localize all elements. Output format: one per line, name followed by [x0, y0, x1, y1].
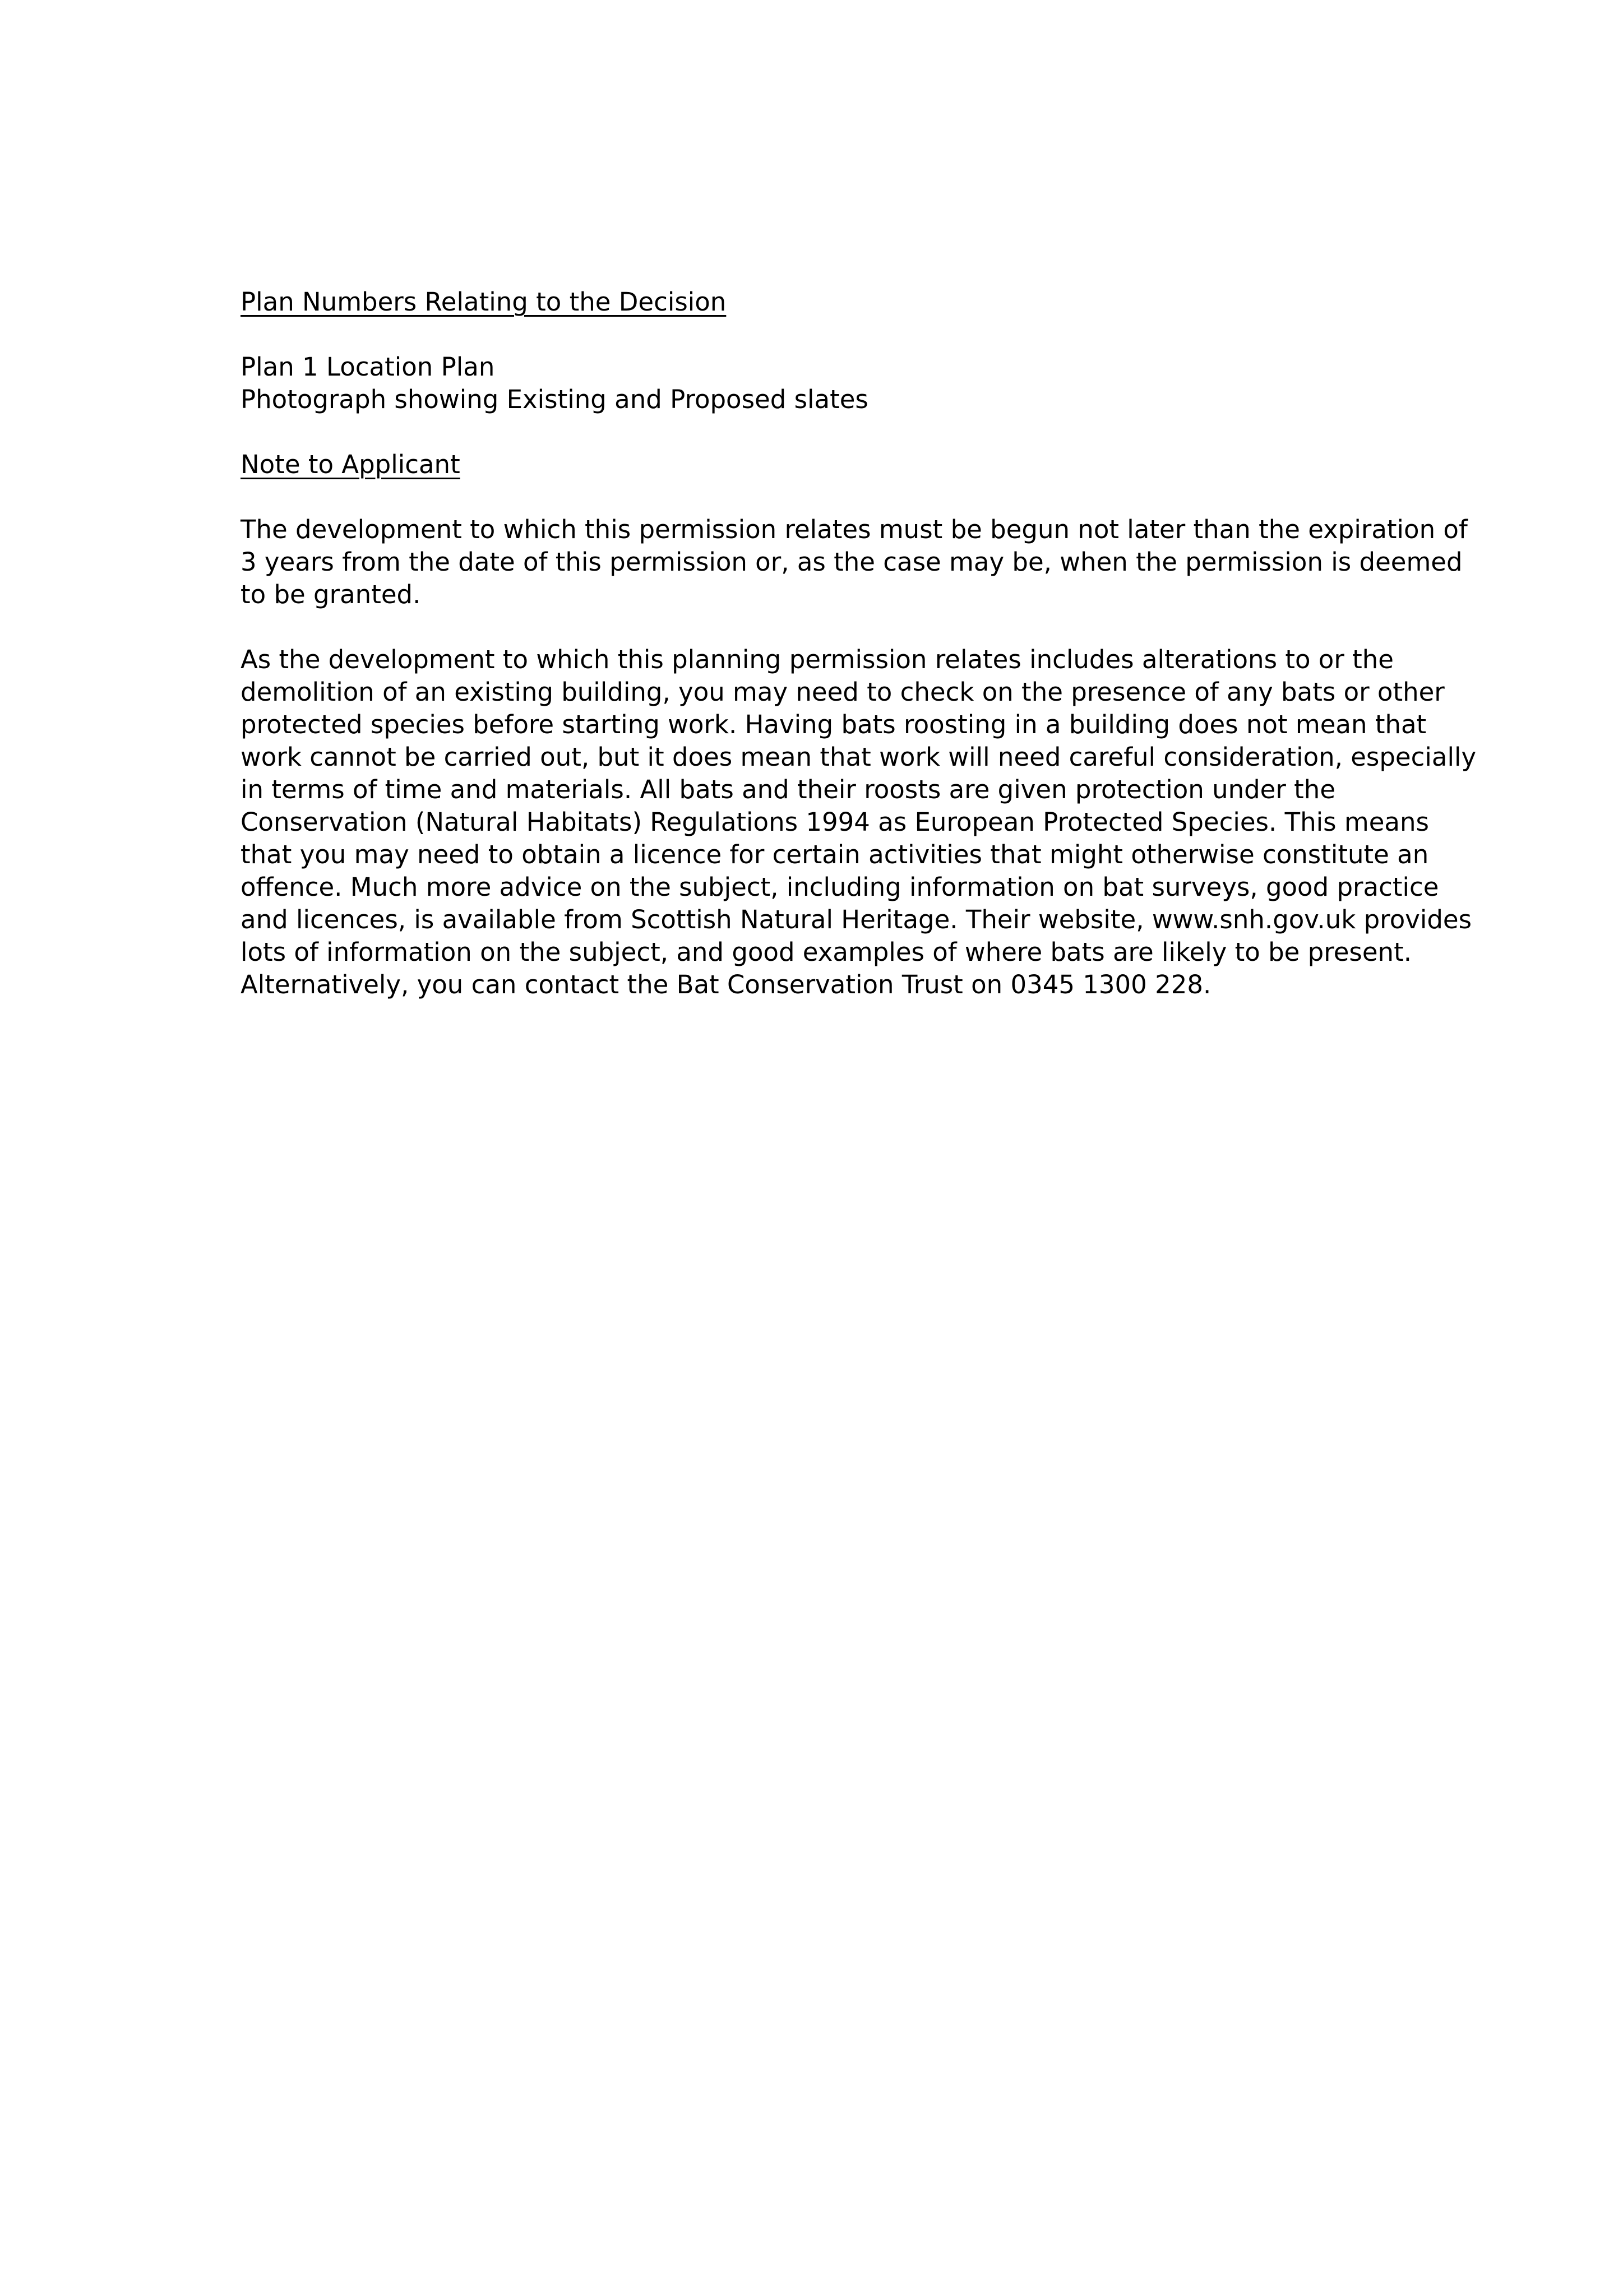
paragraph-line: demolition of an existing building, you may need to check on the presence of any bats or other: [241, 677, 1445, 707]
paragraph-line: that you may need to obtain a licence for certain activities that might otherwise constitute an: [241, 840, 1429, 869]
paragraph-expiry: [241, 513, 1468, 611]
paragraph-line: 3 years from the date of this permission or, as the case may be, when the permission is deemed: [241, 547, 1463, 577]
paragraph-line: The development to which this permission relates must be begun not later than the expiration of: [241, 515, 1468, 544]
spacer: [241, 416, 1412, 448]
plan-list: [241, 351, 1412, 416]
document-body: [241, 286, 1477, 1001]
spacer: [241, 611, 1412, 644]
plan-item: Plan 1 Location Plan: [241, 352, 495, 382]
paragraph-line: in terms of time and materials. All bats and their roosts are given protection under the: [241, 775, 1336, 804]
plan-item: Photograph showing Existing and Proposed slates: [241, 385, 868, 414]
paragraph-line: Alternatively, you can contact the Bat Conservation Trust on 0345 1300 228.: [241, 970, 1212, 999]
paragraph-line: work cannot be carried out, but it does mean that work will need careful consideration, especially: [241, 742, 1477, 772]
paragraph-line: lots of information on the subject, and good examples of where bats are likely to be present.: [241, 937, 1412, 967]
paragraph-line: offence. Much more advice on the subject, including information on bat surveys, good practice: [241, 872, 1439, 902]
spacer: [241, 318, 1412, 351]
note-to-applicant-heading: Note to Applicant: [241, 450, 460, 479]
paragraph-line: to be granted.: [241, 580, 421, 609]
plan-numbers-heading: Plan Numbers Relating to the Decision: [241, 287, 727, 317]
paragraph-line: protected species before starting work. Having bats roosting in a building does not mean that: [241, 710, 1427, 739]
paragraph-bats: [241, 644, 1477, 1001]
paragraph-line: Conservation (Natural Habitats) Regulations 1994 as European Protected Species. This means: [241, 807, 1429, 837]
paragraph-line: and licences, is available from Scottish Natural Heritage. Their website, www.snh.gov.uk provides: [241, 905, 1472, 934]
paragraph-line: As the development to which this planning permission relates includes alterations to or the: [241, 645, 1394, 674]
spacer: [241, 481, 1412, 513]
